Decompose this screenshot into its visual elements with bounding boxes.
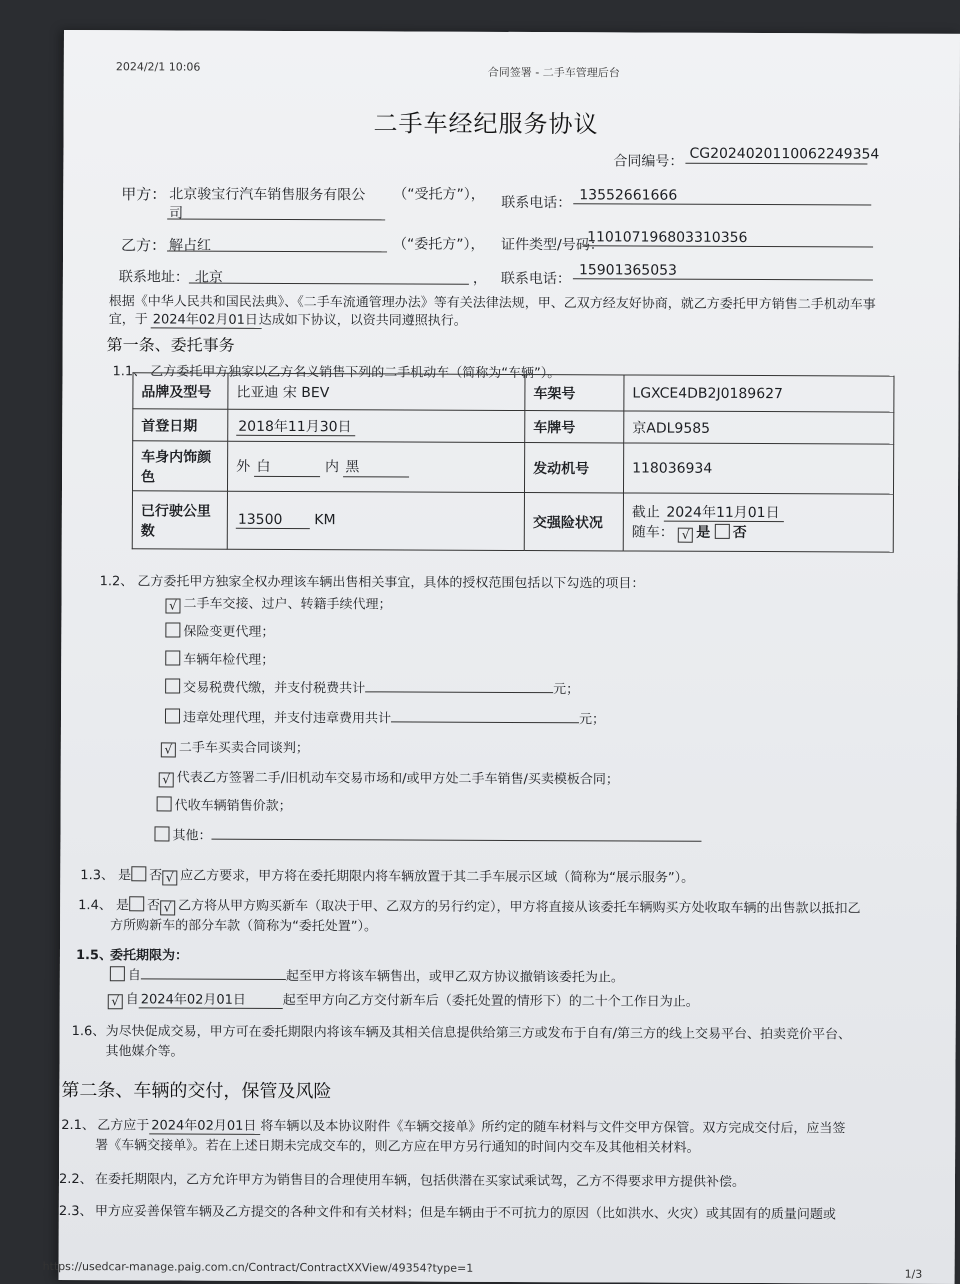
id-label: 证件类型/号码： [501, 236, 604, 254]
mileage-unit: KM [314, 512, 336, 529]
preamble-date: 2024年02月01日 [151, 308, 262, 328]
clause-1-4-text1: 乙方将从甲方购买新车（取决于甲、乙双方的另行约定），甲方将直接从该委托车辆购买方处收取车辆的出售款以抵扣乙 [178, 898, 861, 917]
clause-1-5-title: 委托期限为： [109, 948, 189, 964]
option-violation-text: 违章处理代理，并支付违章费用共计 [182, 710, 392, 727]
clause-1-4-text2: 方所购新车的部分车款（简称为“委托处置”）。 [110, 918, 378, 935]
preamble-line1: 根据《中华人民共和国民法典》、《二手车流通管理办法》等有关法律法规，甲、乙双方经友好协商，就乙方委托甲方销售二手机动车事 [108, 294, 876, 313]
print-page-count: 1/3 [904, 1267, 923, 1281]
option-sign-contract [159, 766, 619, 789]
address-label: 联系地址： [118, 269, 189, 286]
vehicle-table [132, 372, 895, 552]
clause-1-3-no: 否 [149, 868, 163, 884]
brand-label: 品牌及型号 [133, 373, 228, 409]
engine-label: 发动机号 [524, 443, 623, 493]
option-other [154, 824, 701, 845]
party-a-name-line1: 北京骏宝行汽车销售服务有限公 [169, 186, 366, 204]
clause-1-3-no-checkbox[interactable]: √ [162, 870, 177, 885]
term-option-2-checkbox[interactable]: √ [108, 994, 123, 1009]
plate-value: 京ADL9585 [624, 411, 894, 444]
option-other-checkbox[interactable] [154, 826, 169, 841]
option-insurance-text: 保险变更代理； [183, 624, 275, 640]
party-a-name-underline [167, 218, 385, 220]
option-violation-checkbox[interactable] [165, 708, 180, 723]
clause-1-1: 1.1、 乙方委托甲方独家以乙方名义销售下列的二手机动车（简称为“车辆”）。 [112, 364, 561, 382]
contract-no-label: 合同编号： [613, 153, 684, 170]
address-underline [189, 283, 469, 285]
party-b-phone-underline [573, 278, 873, 280]
party-b-label: 乙方： [121, 236, 167, 255]
contract-page [42, 30, 960, 1284]
clause-2-2-num: 2.2、 [58, 1171, 93, 1188]
reg-date-cell [228, 409, 525, 442]
with-car-yes-checkbox[interactable]: √ [678, 528, 693, 543]
clause-2-1-b: 将车辆以及本协议附件《车辆交接单》所约定的随车材料与文件交甲方保管。双方完成交付后，应当签 [260, 1118, 846, 1137]
party-a-label: 甲方： [121, 185, 167, 204]
option-violation-amount-line [391, 709, 579, 723]
option-violation-suffix: 元； [578, 712, 606, 728]
party-a-phone: 13552661666 [579, 187, 678, 204]
reg-date-value: 2018年11月30日 [236, 418, 355, 436]
mileage-value: 13500 [236, 512, 310, 529]
option-negotiation-checkbox[interactable]: √ [161, 742, 176, 757]
plate-label: 车牌号 [525, 411, 624, 443]
color-cell [227, 441, 524, 492]
party-b-phone-label: 联系电话： [500, 270, 571, 288]
party-b-phone: 15901365053 [578, 262, 677, 279]
vin-value: LGXCE4DB2J0189627 [624, 375, 894, 412]
option-sign-contract-checkbox[interactable]: √ [159, 772, 174, 787]
term-option-1-text: 起至甲方将该车辆售出，或甲乙双方协议撤销该委托为止。 [285, 968, 624, 986]
option-other-text: 其他： [172, 828, 212, 844]
clause-1-3-num: 1.3、 [80, 868, 115, 884]
party-a-name-line2: 司 [169, 205, 184, 222]
contract-no-value: CG20240201100622493​54 [689, 145, 880, 163]
party-b-id: 110107196803310356 [587, 229, 748, 246]
clause-1-5-num: 1.5、 [75, 948, 113, 964]
option-inspection [165, 648, 274, 667]
clause-1-4-yes-checkbox[interactable] [129, 896, 144, 911]
option-collect-payment-text: 代收车辆销售价款； [174, 798, 292, 815]
option-tax-suffix: 元； [553, 682, 580, 698]
term-option-1-date-line [141, 966, 286, 980]
insurance-cell [623, 493, 893, 552]
clause-2-3-num: 2.3、 [58, 1203, 93, 1220]
option-insurance [165, 620, 274, 639]
mileage-label: 已行驶公里数 [132, 491, 227, 549]
term-option-1-from: 自 [127, 968, 141, 984]
engine-value: 118036934 [623, 443, 893, 494]
with-car-no-checkbox[interactable] [715, 524, 730, 539]
option-tax-amount-line [365, 679, 553, 693]
option-tax [165, 676, 579, 697]
clause-1-3-text: 应乙方要求，甲方将在委托期限内将车辆放置于其二手车展示区域（简称为“展示服务”）。 [180, 868, 695, 886]
clause-1-6-num: 1.6、 [71, 1024, 106, 1040]
clause-1-4-yes: 是 [115, 898, 130, 914]
term-option-2-date: 2024年02月01日 [139, 988, 283, 1009]
clause-2-1-a: 乙方应于 [97, 1118, 150, 1134]
option-other-line [211, 827, 701, 842]
term-option-1 [110, 964, 624, 985]
clause-1-6-text1: 为尽快促成交易，甲方可在委托期限内将该车辆及其相关信息提供给第三方或发布于自有/第三方的线上交易平台、拍卖竞价平台、 [105, 1024, 852, 1043]
option-inspection-text: 车辆年检代理； [183, 652, 275, 668]
option-tax-text: 交易税费代缴，并支付税费共计 [183, 680, 366, 697]
address-comma: ， [472, 270, 487, 287]
int-color: 黑 [343, 456, 409, 477]
document-title: 二手车经纪服务协议 [373, 109, 599, 139]
term-option-1-checkbox[interactable] [110, 966, 125, 981]
term-option-2-from: 自 [125, 992, 139, 1008]
option-transfer [165, 592, 391, 614]
ins-until-date: 2024年11月01日 [664, 505, 783, 523]
option-inspection-checkbox[interactable] [165, 650, 180, 665]
option-sign-contract-text: 代表乙方签署二手/旧机动车交易市场和/或甲方处二手车销售/买卖模板合同； [176, 770, 619, 788]
ins-until-label: 截止 [631, 504, 660, 521]
clause-2-1-line1 [97, 1114, 845, 1136]
option-collect-payment [157, 794, 292, 814]
article2-title: 第二条、车辆的交付，保管及风险 [61, 1079, 332, 1103]
option-negotiation [161, 736, 309, 758]
option-violation [165, 706, 605, 727]
option-insurance-checkbox[interactable] [165, 622, 180, 637]
print-url: https://usedcar-manage.paig.com.cn/Contract/ContractXXView/49354?type=1 [42, 1259, 474, 1275]
print-timestamp: 2024/2/1 10:06 [115, 60, 201, 74]
party-b-name: 解占红 [169, 237, 212, 254]
clause-1-3-yes-checkbox[interactable] [131, 866, 146, 881]
ext-label: 外 [236, 458, 251, 475]
clause-2-3-text: 甲方应妥善保管车辆及乙方提交的各种文件和有关材料；但是车辆由于不可抗力的原因（比如洪水、火灾）或其固有的质量问题或 [94, 1204, 836, 1223]
clause-1-3-yes: 是 [118, 868, 132, 884]
contract-no-underline [685, 163, 867, 165]
party-b-address: 北京 [194, 269, 223, 286]
clause-2-1-num: 2.1、 [61, 1117, 95, 1134]
option-transfer-text: 二手车交接、过户、转籍手续代理； [183, 596, 392, 613]
clause-2-1-date: 2024年02月01日 [149, 1118, 260, 1134]
clause-1-2: 1.2、 乙方委托甲方独家全权办理该车辆出售相关事宜，具体的授权范围包括以下勾选的项目： [99, 574, 645, 592]
ext-color: 白 [255, 456, 321, 477]
int-label: 内 [324, 459, 340, 476]
brand-value: 比亚迪 宋 BEV [228, 373, 525, 410]
party-a-role: （“受托方”）， [393, 186, 485, 203]
party-a-phone-underline [573, 203, 871, 205]
with-car-yes-label: 是 [696, 524, 711, 541]
with-car-label: 随车： [631, 524, 674, 541]
preamble-line2b: 达成如下协议，以资共同遵照执行。 [258, 312, 467, 329]
insurance-label: 交强险状况 [524, 493, 623, 551]
option-transfer-checkbox[interactable]: √ [165, 598, 180, 613]
clause-1-4-no: 否 [146, 898, 161, 914]
party-b-role: （“委托方”）， [393, 236, 485, 253]
print-page-title: 合同签署 - 二手车管理后台 [487, 65, 620, 80]
clause-2-2-text: 在委托期限内，乙方允许甲方为销售目的合理使用车辆，包括供潜在买家试乘试驾，乙方不得要求甲方提供补偿。 [94, 1172, 746, 1190]
clause-1-6-text2: 其他媒介等。 [105, 1044, 184, 1060]
option-collect-payment-checkbox[interactable] [157, 796, 172, 811]
clause-1-3 [80, 864, 694, 888]
clause-2-1-c: 署《车辆交接单》。若在上述日期未完成交车的，则乙方应在甲方另行通知的时间内交车及其他相关材料。 [95, 1138, 700, 1156]
article1-title: 第一条、委托事务 [106, 335, 235, 355]
option-negotiation-text: 二手车买卖合同谈判； [178, 740, 309, 757]
term-option-2 [108, 988, 699, 1012]
color-label: 车身内饰颜色 [132, 441, 227, 491]
party-a-phone-label: 联系电话： [501, 194, 572, 212]
clause-1-4-num: 1.4、 [78, 898, 112, 914]
reg-date-label: 首登日期 [133, 409, 228, 441]
preamble-line2a: 宜，于 [108, 312, 148, 328]
clause-1-4-no-checkbox[interactable]: √ [160, 900, 175, 915]
vin-label: 车架号 [525, 375, 624, 411]
mileage-cell [227, 491, 524, 550]
with-car-no-label: 否 [732, 524, 747, 541]
party-b-id-underline [583, 245, 873, 247]
term-option-2-text: 起至甲方向乙方交付新车后（委托处置的情形下）的二十个工作日为止。 [282, 992, 699, 1010]
option-tax-checkbox[interactable] [165, 678, 180, 693]
